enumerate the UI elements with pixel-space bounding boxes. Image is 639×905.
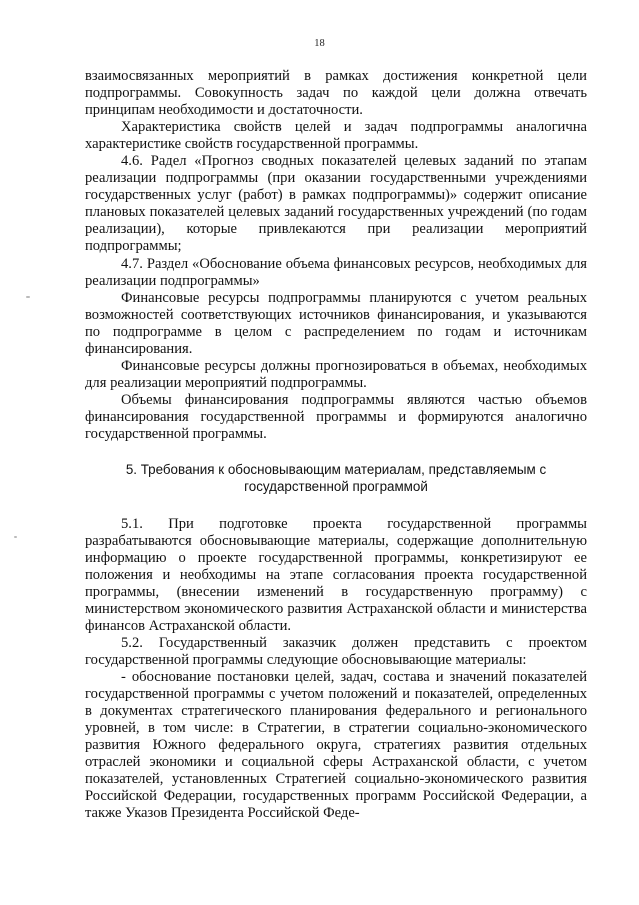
paragraph: взаимосвязанных мероприятий в рамках достижения конкретной цели подпрограммы. Совокупность задач по каждой цели должна отвечать принципам необходимости и достаточности.	[85, 68, 587, 119]
paragraph-section-5-1: 5.1. При подготовке проекта государственной программы разрабатываются обосновывающие материалы, содержащие дополнительную информацию о проекте государственной программы, конкретизируют ее положения и необходимы на этапе согласования проекта государственной программы, (внесении изменений в государственную программу) с министерством экономического развития Астраханской области и министерства финансов Астраханской области.	[85, 515, 587, 634]
paragraph-list-item: - обоснование постановки целей, задач, состава и значений показателей государственной программы с учетом положений и показателей, определенных в документах стратегического планирования федерального и регионального уровней, в том числе: в Стратегии, в стратегии социально-экономического развития Южного федерального округа, стратегиях развития отдельных отраслей экономики и социальной сферы Астраханской области, с учетом показателей, установленных Стратегией социально-экономического развития Российской Федерации, государственных программ Российской Федерации, а также Указов Президента Российской Феде-	[85, 669, 587, 822]
paragraph: Характеристика свойств целей и задач подпрограммы аналогична характеристике свойств государственной программы.	[85, 119, 587, 153]
paragraph-section-5-2: 5.2. Государственный заказчик должен представить с проектом государственной программы следующие обосновывающие материалы:	[85, 634, 587, 668]
scan-speck	[26, 296, 30, 298]
paragraph: Финансовые ресурсы должны прогнозироваться в объемах, необходимых для реализации мероприятий подпрограммы.	[85, 357, 587, 391]
section-heading: 5. Требования к обосновывающим материалам, представляемым с государственной программой	[125, 462, 547, 495]
scan-speck	[14, 536, 17, 538]
paragraph: Финансовые ресурсы подпрограммы планируются с учетом реальных возможностей соответствующих источников финансирования, и указываются по подпрограмме в целом с распределением по годам и источникам финансирования.	[85, 289, 587, 357]
paragraph-section-4-6: 4.6. Радел «Прогноз сводных показателей целевых заданий по этапам реализации подпрограммы (при оказании государственными учреждениями государственных услуг (работ) в рамках подпрограммы)» содержит описание плановых показателей целевых заданий государственных учреждений (по годам реализации), которые привлекаются при реализации мероприятий подпрограммы;	[85, 153, 587, 255]
page-number: 18	[314, 38, 325, 49]
document-body	[85, 68, 587, 822]
paragraph: Объемы финансирования подпрограммы являются частью объемов финансирования государственной программы и формируются аналогично государственной программы.	[85, 391, 587, 442]
paragraph-section-4-7: 4.7. Раздел «Обоснование объема финансовых ресурсов, необходимых для реализации подпрограммы»	[85, 255, 587, 289]
